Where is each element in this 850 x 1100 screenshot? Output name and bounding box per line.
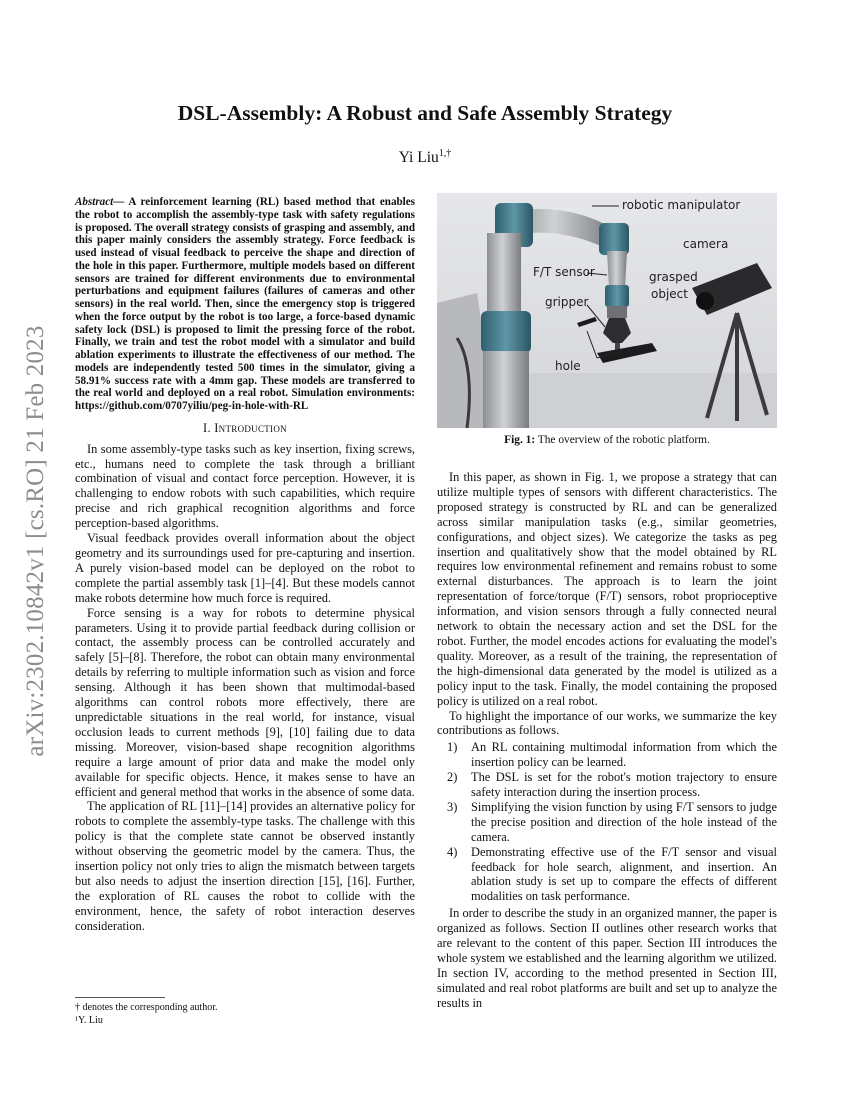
left-column [75, 196, 415, 934]
right-column [437, 470, 777, 1011]
intro-paragraph-3: Force sensing is a way for robots to determine physical parameters. Using it to provide partial feedback during collision or contact, the assembly process can be controlled accurately and safely [5]–[8]. Therefore, the robot can obtain many environmental details by referring to multiple information such as vision and force sensing. Although it has been shown that multimodal-based algorithms can control robots more effectively, there are unpredictable situations in the real world, for instance, visual occlusion leads to current methods [9], [10] failing due to data missing. Moreover, vision-based shape recognition algorithms require a large amount of prior data and make the model only available for specific objects. Hence, it makes sense to have an efficient and general method that works in the absence of some data. [75, 605, 415, 799]
contribution-item [437, 740, 777, 770]
figure-caption [437, 434, 777, 446]
robot-base [483, 351, 529, 428]
contribution-item [437, 845, 777, 905]
label-grasped: grasped [649, 270, 698, 284]
label-robotic-manipulator: robotic manipulator [622, 198, 741, 212]
label-gripper: gripper [545, 295, 589, 309]
contribution-number: 3) [447, 799, 458, 814]
robot-column [487, 233, 521, 323]
base-joint [481, 311, 531, 353]
author-affiliation-marks: 1,† [438, 148, 452, 159]
intro-paragraph-2: Visual feedback provides overall information about the object geometry and its surroundings used for pre-capturing and insertion. A purely vision-based model can be deployed on the robot to complete the partial assembly task [1]–[4]. But these models cannot make robots determine how much force is required. [75, 531, 415, 605]
footnote-affiliation: ¹Y. Liu [75, 1014, 103, 1026]
footnote-corresponding: † denotes the corresponding author. [75, 1002, 218, 1013]
contribution-item [437, 770, 777, 800]
right-paragraph-1: In this paper, as shown in Fig. 1, we propose a strategy that can utilize multiple types of sensors with different characteristics. The proposed strategy is constructed by RL and can be generalized across similar manipulation tasks (e.g., similar geometries, configurations, and object sizes). We categorize the tasks as peg insertion and qualitatively show that the model obtained by RL requires low environmental refinement and remains robust to some external disturbances. The approach is to learn the joint representation of force/torque (F/T) sensors, robot proprioceptive information, and vision sensors through a fully connected neural network to obtain the necessary action and set the DSL for the robot. Further, the model encodes actions for evaluating the model's quality. Moreover, as a result of the training, the representation of the high-dimensional data generated by the model is utilized as a policy input to the task. Finally, the model containing the proposed policy is utilized on a real robot. [437, 470, 777, 708]
figure-caption-text: The overview of the robotic platform. [535, 434, 710, 446]
camera-lens [696, 292, 714, 310]
wrist-link [607, 251, 627, 288]
right-paragraph-closing: In order to describe the study in an organized manner, the paper is organized as follows. Section II outlines other research works that are relevant to the content of this paper. Section III introduces the whole system we established and the learning algorithm we utilized. In section IV, according to the method presented in Section III, simulated and real robot platforms are built and set up to analyze the results in [437, 906, 777, 1010]
label-ft-sensor: F/T sensor [533, 265, 595, 279]
robot-platform-figure [437, 193, 777, 428]
contribution-number: 2) [447, 770, 458, 785]
footnote-rule [75, 997, 165, 998]
contribution-text: Demonstrating effective use of the F/T sensor and visual feedback for hole search, alignment, and insertion. An ablation study is set up to compare the effects of different modalities on task performance. [471, 844, 777, 904]
elbow-joint [599, 223, 629, 255]
contributions-list [437, 740, 777, 904]
author-name: Yi Liu [398, 149, 439, 167]
abstract-text: A reinforcement learning (RL) based method that enables the robot to accomplish the assembly-type task with safety regulations is proposed. The overall strategy consists of grasping and assembly, and this paper mainly considers the assembly strategy. Force feedback is used instead of visual feedback to perceive the shape and direction of the hole in this paper. Furthermore, multiple models based on different sensors are trained for different environments due to environmental perturbations and equipment failures (failures of cameras and other sensors) in the real world. Then, since the emergency stop is triggered when the force output by the robot is too large, a force-based dynamic safety lock (DSL) is proposed to limit the pressing force of the robot. Finally, we train and test the robot model with a simulator and build ablation experiments to illustrate the effectiveness of our method. The models are independently tested 500 times in the simulator, giving a 58.91% success rate with a 4mm gap. These models are transferred to the real world and deployed on a real robot. Simulation environments: https://github.com/0707yiliu/peg-in-hole-with-RL [75, 196, 415, 412]
arxiv-identifier [6, 296, 66, 786]
intro-paragraph-1: In some assembly-type tasks such as key insertion, fixing screws, etc., humans need to complete the task through a brilliant combination of visual and contact force perception. However, it is challenging to endow robots with such capabilities, which require precise and rich graphical recognition algorithms and force perception-based algorithms. [75, 441, 415, 531]
robot-platform-illustration [437, 193, 777, 428]
ft-sensor-body [607, 306, 627, 318]
figure-caption-label: Fig. 1: [504, 434, 536, 446]
label-object: object [651, 287, 688, 301]
label-camera: camera [683, 237, 729, 251]
intro-paragraph-4: The application of RL [11]–[14] provides an alternative policy for robots to complete the assembly-type tasks. The challenge with this policy is that the complete state cannot be observed instantly without observing the geometric model by the camera. Thus, the insertion policy not only tries to align the mismatch between targets but also needs to adjust the insertion direction [15], [16]. Further, the exploration of RL causes the robot to collide with the environment, hence, the safety of robot interaction deserves consideration. [75, 799, 415, 933]
contribution-number: 1) [447, 740, 458, 755]
contribution-text: The DSL is set for the robot's motion trajectory to ensure safety interaction during the insertion process. [471, 770, 777, 800]
contribution-text: An RL containing multimodal information from which the insertion policy can be learned. [471, 740, 777, 770]
author-line [0, 148, 850, 167]
arxiv-identifier-text: arXiv:2302.10842v1 [cs.RO] 21 Feb 2023 [22, 325, 49, 757]
right-paragraph-2: To highlight the importance of our works, we summarize the key contributions as follows. [437, 708, 777, 738]
abstract [75, 196, 415, 413]
contribution-text: Simplifying the vision function by using F/T sensors to judge the precise position and direction of the hole instead of the camera. [471, 799, 777, 844]
contribution-item [437, 800, 777, 845]
section-heading-introduction: I. Introduction [203, 420, 287, 435]
wrist-joint [605, 285, 629, 307]
abstract-lead: Abstract— [75, 196, 125, 208]
paper-title: DSL-Assembly: A Robust and Safe Assembly Strategy [177, 101, 673, 125]
label-hole: hole [555, 359, 581, 373]
footnotes [75, 997, 415, 1027]
contribution-number: 4) [447, 844, 458, 859]
